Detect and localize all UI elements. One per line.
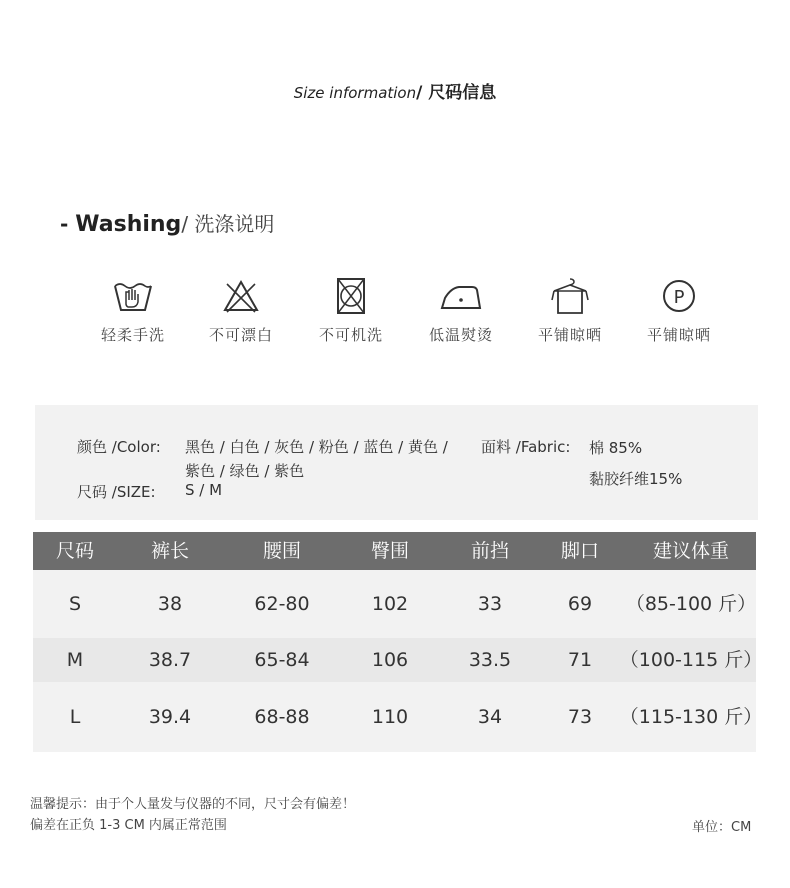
- size-table: [33, 532, 763, 752]
- color-values-line2: 紫色 / 绿色 / 紫色: [185, 462, 305, 480]
- table-cell: 110: [371, 706, 409, 728]
- low-iron-icon: [439, 278, 483, 314]
- table-cell: 38.7: [148, 649, 192, 671]
- care-label: 轻柔手洗: [100, 326, 165, 344]
- care-label: 平铺晾晒: [537, 326, 602, 344]
- care-icons: [78, 278, 738, 358]
- washing-cn: / 洗涤说明: [181, 212, 275, 236]
- color-values-line1: 黑色 / 白色 / 灰色 / 粉色 / 蓝色 / 黄色 /: [185, 438, 448, 456]
- table-cell: 102: [371, 593, 409, 615]
- fabric-line2: 黏胶纤维15%: [589, 470, 683, 488]
- washing-heading: [60, 208, 274, 237]
- table-cell: 62-80: [254, 593, 310, 615]
- table-cell: （115-130 斤）: [619, 706, 763, 728]
- column-header: 裤长: [150, 540, 189, 562]
- care-item-low-iron: [406, 278, 516, 345]
- notice-line2: 偏差在正负 1-3 CM 内属正常范围: [30, 818, 227, 833]
- care-label: 不可机洗: [318, 326, 383, 344]
- size-info-title: [0, 78, 790, 103]
- table-cell: （100-115 斤）: [619, 649, 763, 671]
- column-header: 尺码: [55, 540, 94, 562]
- unit-label: 单位：CM: [692, 820, 752, 835]
- title-cn: / 尺码信息: [416, 83, 497, 103]
- svg-text:P: P: [673, 287, 685, 308]
- column-header: 前挡: [470, 540, 509, 562]
- size-value: S / M: [185, 481, 223, 499]
- table-cell: 34: [477, 706, 503, 728]
- hand-wash-icon: [111, 278, 155, 314]
- table-cell: S: [68, 593, 82, 615]
- washing-dash: -: [60, 212, 76, 236]
- table-cell: （85-100 斤）: [625, 593, 757, 615]
- no-machine-dry-icon: [329, 278, 373, 314]
- color-label: 颜色 /Color:: [77, 438, 161, 456]
- table-cell: 33: [477, 593, 503, 615]
- table-cell: 106: [371, 649, 409, 671]
- care-item-hang-dry: [515, 278, 625, 345]
- hang-dry-icon: [548, 278, 592, 314]
- care-item-no-bleach: [186, 278, 296, 345]
- care-label: 低温熨烫: [428, 326, 493, 344]
- size-label: 尺码 /SIZE:: [77, 483, 156, 501]
- column-header: 脚口: [560, 540, 599, 562]
- column-header: 建议体重: [652, 540, 729, 562]
- no-bleach-icon: [219, 278, 263, 314]
- column-header: 臀围: [370, 540, 409, 562]
- table-cell: 69: [567, 593, 593, 615]
- notice-line1: 温馨提示：由于个人量发与仪器的不同，尺寸会有偏差！: [30, 797, 356, 812]
- care-item-dry-clean: [624, 278, 734, 345]
- table-cell: 68-88: [254, 706, 310, 728]
- table-cell: 71: [567, 649, 593, 671]
- table-cell: 39.4: [148, 706, 192, 728]
- fabric-line1: 棉 85%: [589, 439, 643, 457]
- table-cell: 73: [567, 706, 593, 728]
- care-item-hand-wash: [78, 278, 188, 345]
- product-info-panel: [35, 405, 758, 520]
- table-cell: M: [66, 649, 84, 671]
- table-cell: 33.5: [468, 649, 512, 671]
- table-cell: 65-84: [254, 649, 310, 671]
- table-cell: 38: [157, 593, 183, 615]
- fabric-label: 面料 /Fabric:: [481, 438, 571, 456]
- title-en: Size information: [293, 84, 417, 102]
- table-cell: L: [69, 706, 81, 728]
- washing-en: Washing: [75, 212, 182, 237]
- column-header: 腰围: [262, 540, 301, 562]
- dry-clean-p-icon: [657, 278, 701, 314]
- care-item-no-machine: [296, 278, 406, 345]
- care-label: 不可漂白: [208, 326, 273, 344]
- care-label: 平铺晾晒: [646, 326, 711, 344]
